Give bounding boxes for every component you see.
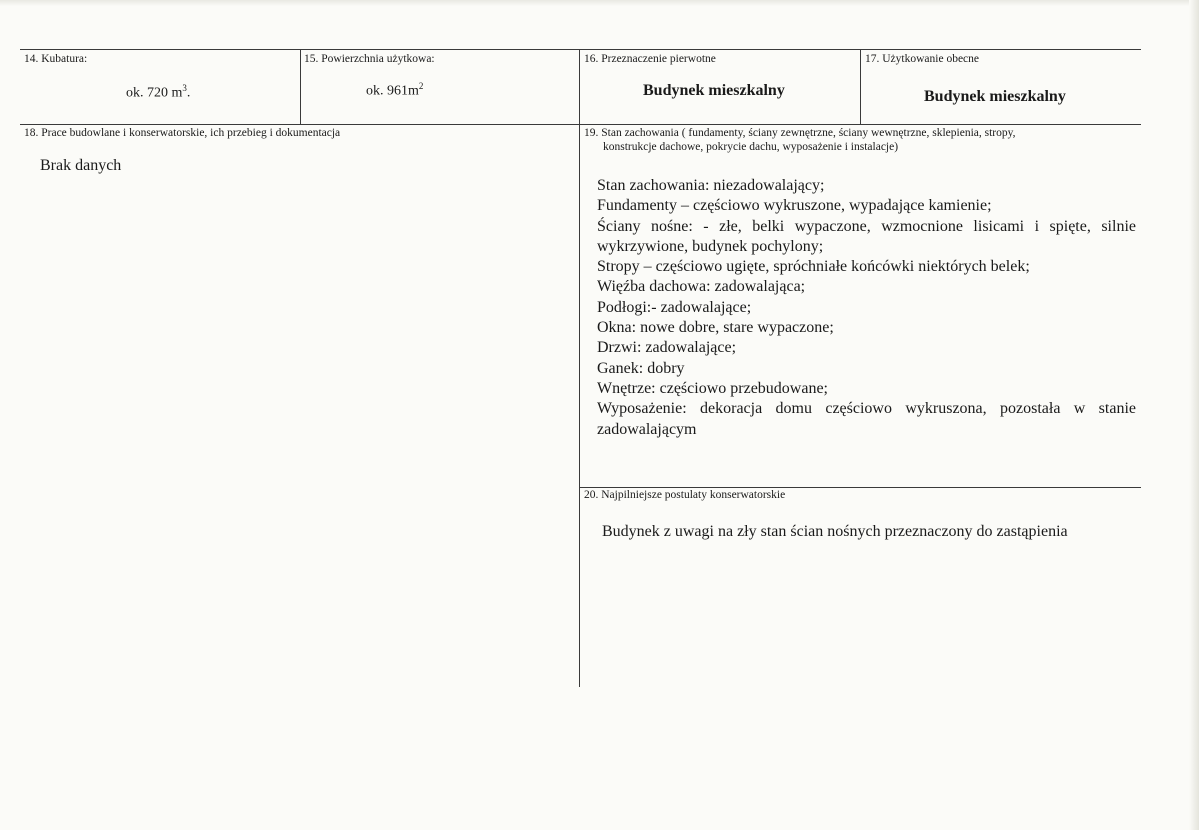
page-edge-top (0, 0, 1199, 6)
section20-top-border (579, 487, 1141, 488)
kubatura-value (126, 83, 190, 102)
row1-bottom-border (20, 124, 1141, 125)
page-edge-right (1189, 0, 1199, 830)
stan-line: Wnętrze: częściowo przebudowane; (597, 379, 828, 397)
divider-14-15 (300, 49, 301, 124)
stan-label-line2: konstrukcje dachowe, pokrycie dachu, wyposażenie i instalacje) (603, 141, 899, 153)
stan-text (597, 176, 1136, 440)
stan-line: zadowalającym (597, 420, 697, 438)
postulaty-value: Budynek z uwagi na zły stan ścian nośnych przeznaczony do zastąpienia (602, 523, 1068, 540)
stan-line: Stan zachowania: niezadowalający; (597, 177, 825, 194)
table-top-border (20, 49, 1141, 50)
przeznaczenie-label: 16. Przeznaczenie pierwotne (584, 53, 716, 65)
prace-value: Brak danych (40, 157, 122, 174)
uzytkowanie-value: Budynek mieszkalny (924, 88, 1066, 105)
kubatura-suffix: . (186, 85, 191, 101)
przeznaczenie-value: Budynek mieszkalny (643, 82, 785, 99)
stan-line: Fundamenty – częściowo wykruszone, wypadające kamienie; (597, 197, 992, 215)
stan-label-line1: 19. Stan zachowania ( fundamenty, ściany zewnętrzne, ściany wewnętrzne, sklepienia, stropy, (584, 127, 1016, 139)
divider-16-17 (860, 49, 861, 124)
stan-line: wykrzywione, budynek pochylony; (597, 237, 824, 255)
kubatura-unit-sup: 3 (182, 83, 187, 93)
powierzchnia-unit-sup: 2 (418, 81, 424, 91)
stan-line: Okna: nowe dobre, stare wypaczone; (597, 319, 834, 337)
prace-label: 18. Prace budowlane i konserwatorskie, ich przebieg i dokumentacja (24, 127, 341, 139)
powierzchnia-number: ok. 961m (366, 83, 419, 99)
stan-line: Wyposażenie: dekoracja domu częściowo wykruszona, pozostała w stanie (597, 400, 1136, 418)
stan-line: Więźba dachowa: zadowalająca; (597, 278, 806, 296)
stan-line: Drzwi: zadowalające; (597, 339, 737, 357)
stan-line: Podłogi:- zadowalające; (597, 298, 752, 316)
powierzchnia-label: 15. Powierzchnia użytkowa: (304, 53, 435, 65)
postulaty-label: 20. Najpilniejsze postulaty konserwatorskie (584, 489, 786, 501)
stan-line: Ściany nośne: - złe, belki wypaczone, wzmocnione lisicami i spięte, silnie (597, 217, 1136, 235)
kubatura-label: 14. Kubatura: (24, 53, 88, 65)
stan-line: Stropy – częściowo ugięte, spróchniałe końcówki niektórych belek; (597, 258, 1030, 276)
uzytkowanie-label: 17. Użytkowanie obecne (865, 53, 980, 65)
kubatura-number: ok. 720 m (126, 85, 183, 101)
powierzchnia-value (366, 81, 423, 100)
stan-line: Ganek: dobry (597, 359, 685, 377)
divider-main (579, 49, 580, 687)
